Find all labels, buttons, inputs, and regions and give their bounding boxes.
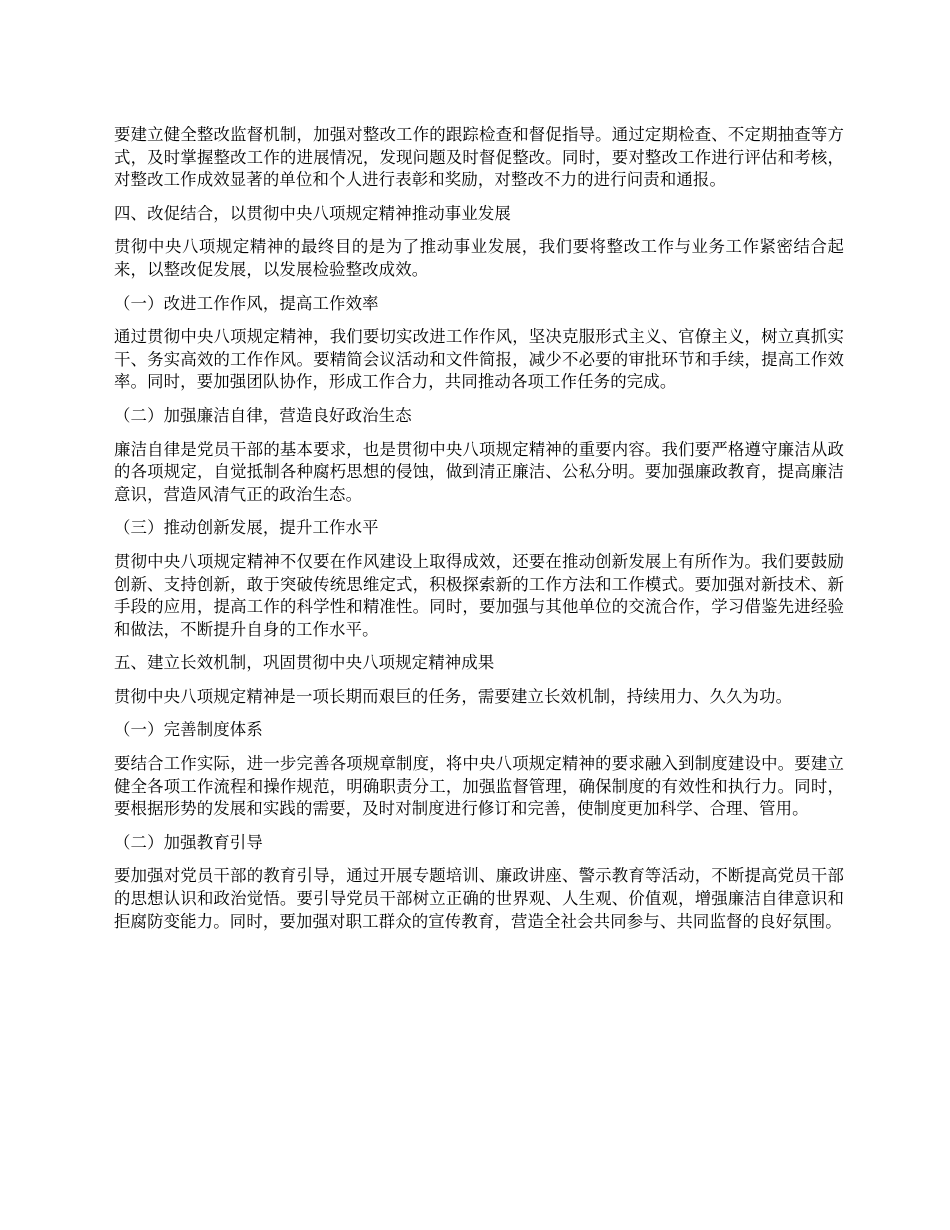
paragraph: 要加强对党员干部的教育引导，通过开展专题培训、廉政讲座、警示教育等活动，不断提高党员干部的思想认识和政治觉悟。要引导党员干部树立正确的世界观、人生观、价值观，增强廉洁自律意识和拒腐防变能力。同时，要加强对职工群众的宣传教育，营造全社会共同参与、共同监督的良好氛围。 xyxy=(114,866,844,931)
section-heading: 五、建立长效机制，巩固贯彻中央八项规定精神成果 xyxy=(114,653,495,673)
paragraph: 贯彻中央八项规定精神是一项长期而艰巨的任务，需要建立长效机制，持续用力、久久为功。 xyxy=(114,686,793,706)
paragraph: 贯彻中央八项规定精神不仅要在作风建设上取得成效，还要在推动创新发展上有所作为。我们要鼓励创新、支持创新，敢于突破传统思维定式，积极探索新的工作方法和工作模式。要加强对新技术、新手段的应用，提高工作的科学性和精准性。同时，要加强与其他单位的交流合作，学习借鉴先进经验和做法，不断提升自身的工作水平。 xyxy=(114,551,844,639)
document-body xyxy=(114,124,844,944)
subsection-heading: （二）加强教育引导 xyxy=(114,832,263,852)
paragraph: 廉洁自律是党员干部的基本要求，也是贯彻中央八项规定精神的重要内容。我们要严格遵守廉洁从政的各项规定，自觉抵制各种腐朽思想的侵蚀，做到清正廉洁、公私分明。要加强廉政教育，提高廉洁意识，营造风清气正的政治生态。 xyxy=(114,439,844,504)
subsection-heading: （三）推动创新发展，提升工作水平 xyxy=(114,518,379,538)
paragraph: 通过贯彻中央八项规定精神，我们要切实改进工作作风，坚决克服形式主义、官僚主义，树立真抓实干、务实高效的工作作风。要精简会议活动和文件简报，减少不必要的审批环节和手续，提高工作效率。同时，要加强团队协作，形成工作合力，共同推动各项工作任务的完成。 xyxy=(114,327,844,392)
subsection-heading: （一）改进工作作风，提高工作效率 xyxy=(114,293,379,313)
section-heading: 四、改促结合，以贯彻中央八项规定精神推动事业发展 xyxy=(114,203,511,223)
subsection-heading: （一）完善制度体系 xyxy=(114,720,263,740)
paragraph: 要建立健全整改监督机制，加强对整改工作的跟踪检查和督促指导。通过定期检查、不定期抽查等方式，及时掌握整改工作的进展情况，发现问题及时督促整改。同时，要对整改工作进行评估和考核，对整改工作成效显著的单位和个人进行表彰和奖励，对整改不力的进行问责和通报。 xyxy=(114,125,844,190)
paragraph: 贯彻中央八项规定精神的最终目的是为了推动事业发展，我们要将整改工作与业务工作紧密结合起来，以整改促发展，以发展检验整改成效。 xyxy=(114,237,844,279)
subsection-heading: （二）加强廉洁自律，营造良好政治生态 xyxy=(114,405,412,425)
paragraph: 要结合工作实际，进一步完善各项规章制度，将中央八项规定精神的要求融入到制度建设中。要建立健全各项工作流程和操作规范，明确职责分工，加强监督管理，确保制度的有效性和执行力。同时，要根据形势的发展和实践的需要，及时对制度进行修订和完善，使制度更加科学、合理、管用。 xyxy=(114,754,844,819)
